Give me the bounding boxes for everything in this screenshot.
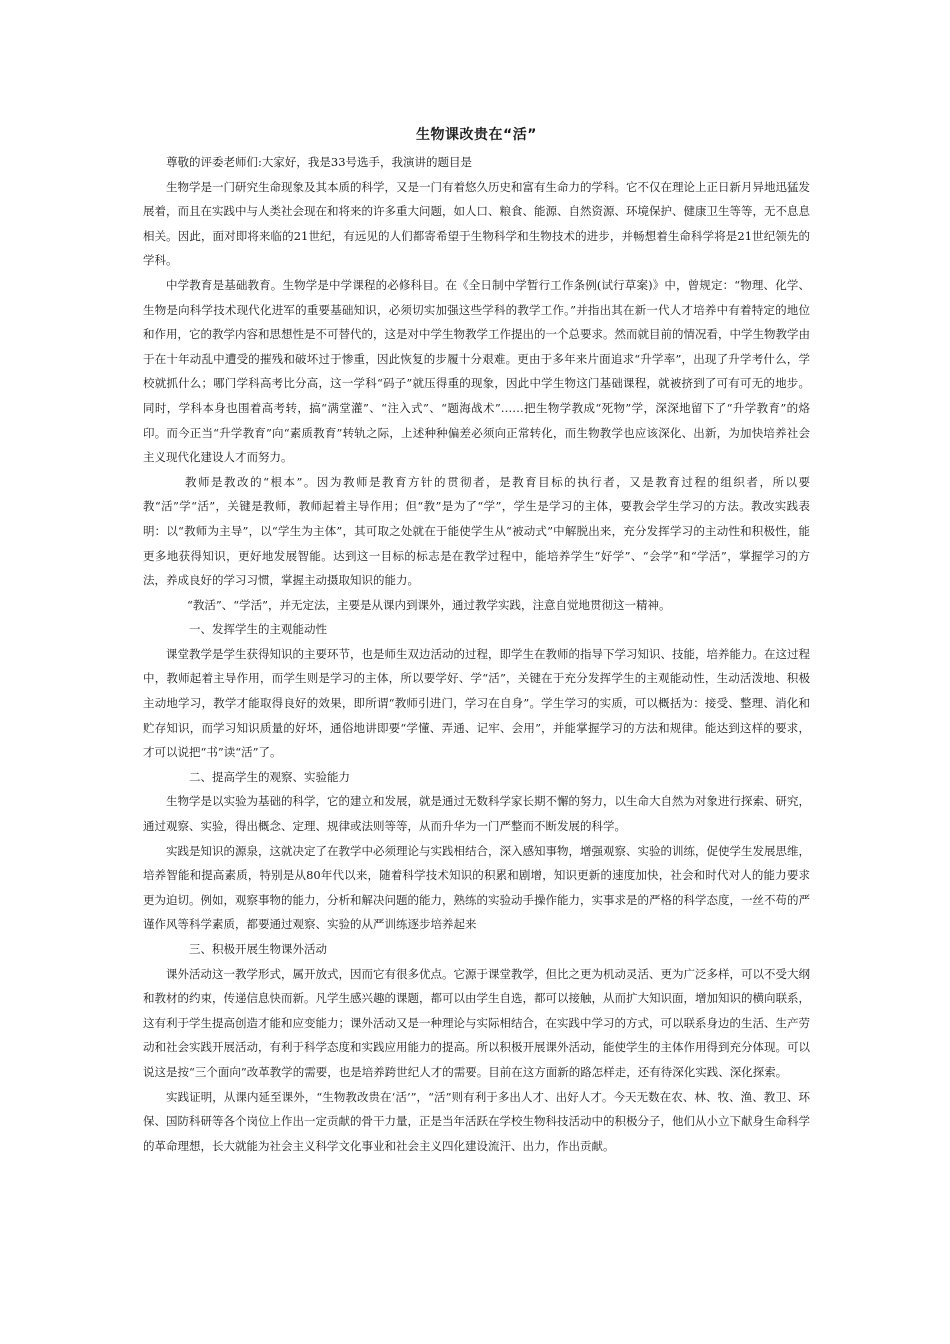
paragraph-teach-live-learn-live: “教活”、“学活”，并无定法，主要是从课内到课外，通过教学实践，注意自觉地贯彻这一精神。 <box>187 597 671 612</box>
paragraph-extracurricular: 课外活动这一教学形式，属开放式，因而它有很多优点。它源于课堂教学，但比之更为机动灵活、更为广泛多样，可以不受大纲和教材的约束，传递信息快而新。凡学生感兴趣的课题，都可以由学生自选，都可以接触，从而扩大知识面，增加知识的横向联系，这有利于学生提高创造才能和应变能力；课外活动又是一种理论与实际相结合，在实践中学习的方式，可以联系身边的生活、生产劳动和社会实践开展活动，有利于科学态度和实践应用能力的提高。所以积极开展课外活动，能使学生的主体作用得到充分体现。可以说这是按“三个面向”改革教学的需要，也是培养跨世纪人才的需要。目前在这方面新的路怎样走，还有待深化实践、深化探索。 <box>143 966 810 1079</box>
paragraph-practice-source: 实践是知识的源泉，这就决定了在教学中必须理论与实践相结合，深入感知事物，增强观察、实验的训练，促使学生发展思维，培养智能和提高素质，特别是从80年代以来，随着科学技术知识的积累和剧增，知识更新的速度加快，社会和时代对人的能力要求更为迫切。例如，观察事物的能力，分析和解决问题的能力，熟练的实验动手操作能力，实事求是的严格的科学态度，一丝不苟的严谨作风等科学素质，都要通过观察、实验的从严训练逐步培养起来 <box>143 843 810 932</box>
greeting-paragraph: 尊敬的评委老师们:大家好，我是33号选手，我演讲的题目是 <box>166 155 473 169</box>
paragraph-biology-intro: 生物学是一门研究生命现象及其本质的科学，又是一门有着悠久历史和富有生命力的学科。它不仅在理论上正日新月异地迅猛发展着，而且在实践中与人类社会现在和将来的许多重大问题，如人口、粮食、能源、自然资源、环境保护、健康卫生等等，无不息息相关。因此，面对即将来临的21世纪，有远见的人们都寄希望于生物科学和生物技术的进步，并畅想着生命科学将是21世纪领先的学科。 <box>143 179 810 268</box>
section-heading-3: 三、积极开展生物课外活动 <box>189 942 327 956</box>
document-title: 生物课改贵在“活” <box>416 127 537 143</box>
section-heading-1: 一、发挥学生的主观能动性 <box>189 622 327 637</box>
paragraph-experimental-science: 生物学是以实验为基础的科学，它的建立和发展，就是通过无数科学家长期不懈的努力，以生命大自然为对象进行探索、研究，通过观察、实验，得出概念、定理、规律或法则等等，从而升华为一门严整而不断发展的科学。 <box>143 794 810 834</box>
paragraph-middle-school-education: 中学教育是基础教育。生物学是中学课程的必修科目。在《全日制中学暂行工作条例(试行草案)》中，曾规定：“物理、化学、生物是向科学技术现代化进军的重要基础知识，必须切实加强这些学科的教学工作。”并指出其在新一代人才培养中有着特定的地位和作用，它的教学内容和思想性是不可替代的，这是对中学生物教学工作提出的一个总要求。然而就目前的情况看，中学生物教学由于在十年动乱中遭受的摧残和破坏过于惨重，因此恢复的步履十分艰难。更由于多年来片面追求“升学率”，出现了升学考什么，学校就抓什么；哪门学科高考比分高，这一学科“码子”就压得重的现象，因此中学生物这门基础课程，就被挤到了可有可无的地步。同时，学科本身也围着高考转，搞“满堂灌”、“注入式”、“题海战术”……把生物学教成“死物”学，深深地留下了“升学教育”的烙印。而今正当“升学教育”向“素质教育”转轨之际，上述种种偏差必须向正常转化，而生物教学也应该深化、出新，为加快培养社会主义现代化建设人才而努力。 <box>143 277 810 465</box>
paragraph-conclusion: 实践证明，从课内延至课外，“生物教改贵在‘活’”，“活”则有利于多出人才、出好人才。今天无数在农、林、牧、渔、教卫、环保、国防科研等各个岗位上作出一定贡献的骨干力量，正是当年活跃在学校生物科技活动中的积极分子，他们从小立下献身生命科学的革命理想，长大就能为社会主义科学文化事业和社会主义四化建设流汗、出力，作出贡献。 <box>143 1089 810 1153</box>
document-page <box>143 124 810 1158</box>
paragraph-classroom-teaching: 课堂教学是学生获得知识的主要环节，也是师生双边活动的过程，即学生在教师的指导下学习知识、技能，培养能力。在这过程中，教师起着主导作用，而学生则是学习的主体，所以要学好、学“活”，关键在于充分发挥学生的主观能动性，生动活泼地、积极主动地学习，教学才能取得良好的效果，即所谓“教师引进门，学习在自身”。学生学习的实质，可以概括为：接受、整理、消化和贮存知识，而学习知识质量的好坏，通俗地讲即要“学懂、弄通、记牢、会用”，并能掌握学习的方法和规律。能达到这样的要求，才可以说把“书”读“活”了。 <box>143 646 810 760</box>
section-heading-2: 二、提高学生的观察、实验能力 <box>189 769 350 784</box>
paragraph-teacher-role: 教师是教改的“根本”。因为教师是教育方针的贯彻者，是教育目标的执行者，又是教育过程的组织者，所以要教“活”学“活”，关键是教师，教师起着主导作用；但“教”是为了“学”，学生是学习的主体，要教会学生学习的方法。教改实践表明：以“教师为主导”，以“学生为主体”，其可取之处就在于能使学生从“被动式”中解脱出来，充分发挥学习的主动性和积极性，能更多地获得知识，更好地发展智能。达到这一目标的标志是在教学过程中，能培养学生“好学”、“会学”和“学活”，掌握学习的方法，养成良好的学习习惯，掌握主动摄取知识的能力。 <box>143 474 810 588</box>
